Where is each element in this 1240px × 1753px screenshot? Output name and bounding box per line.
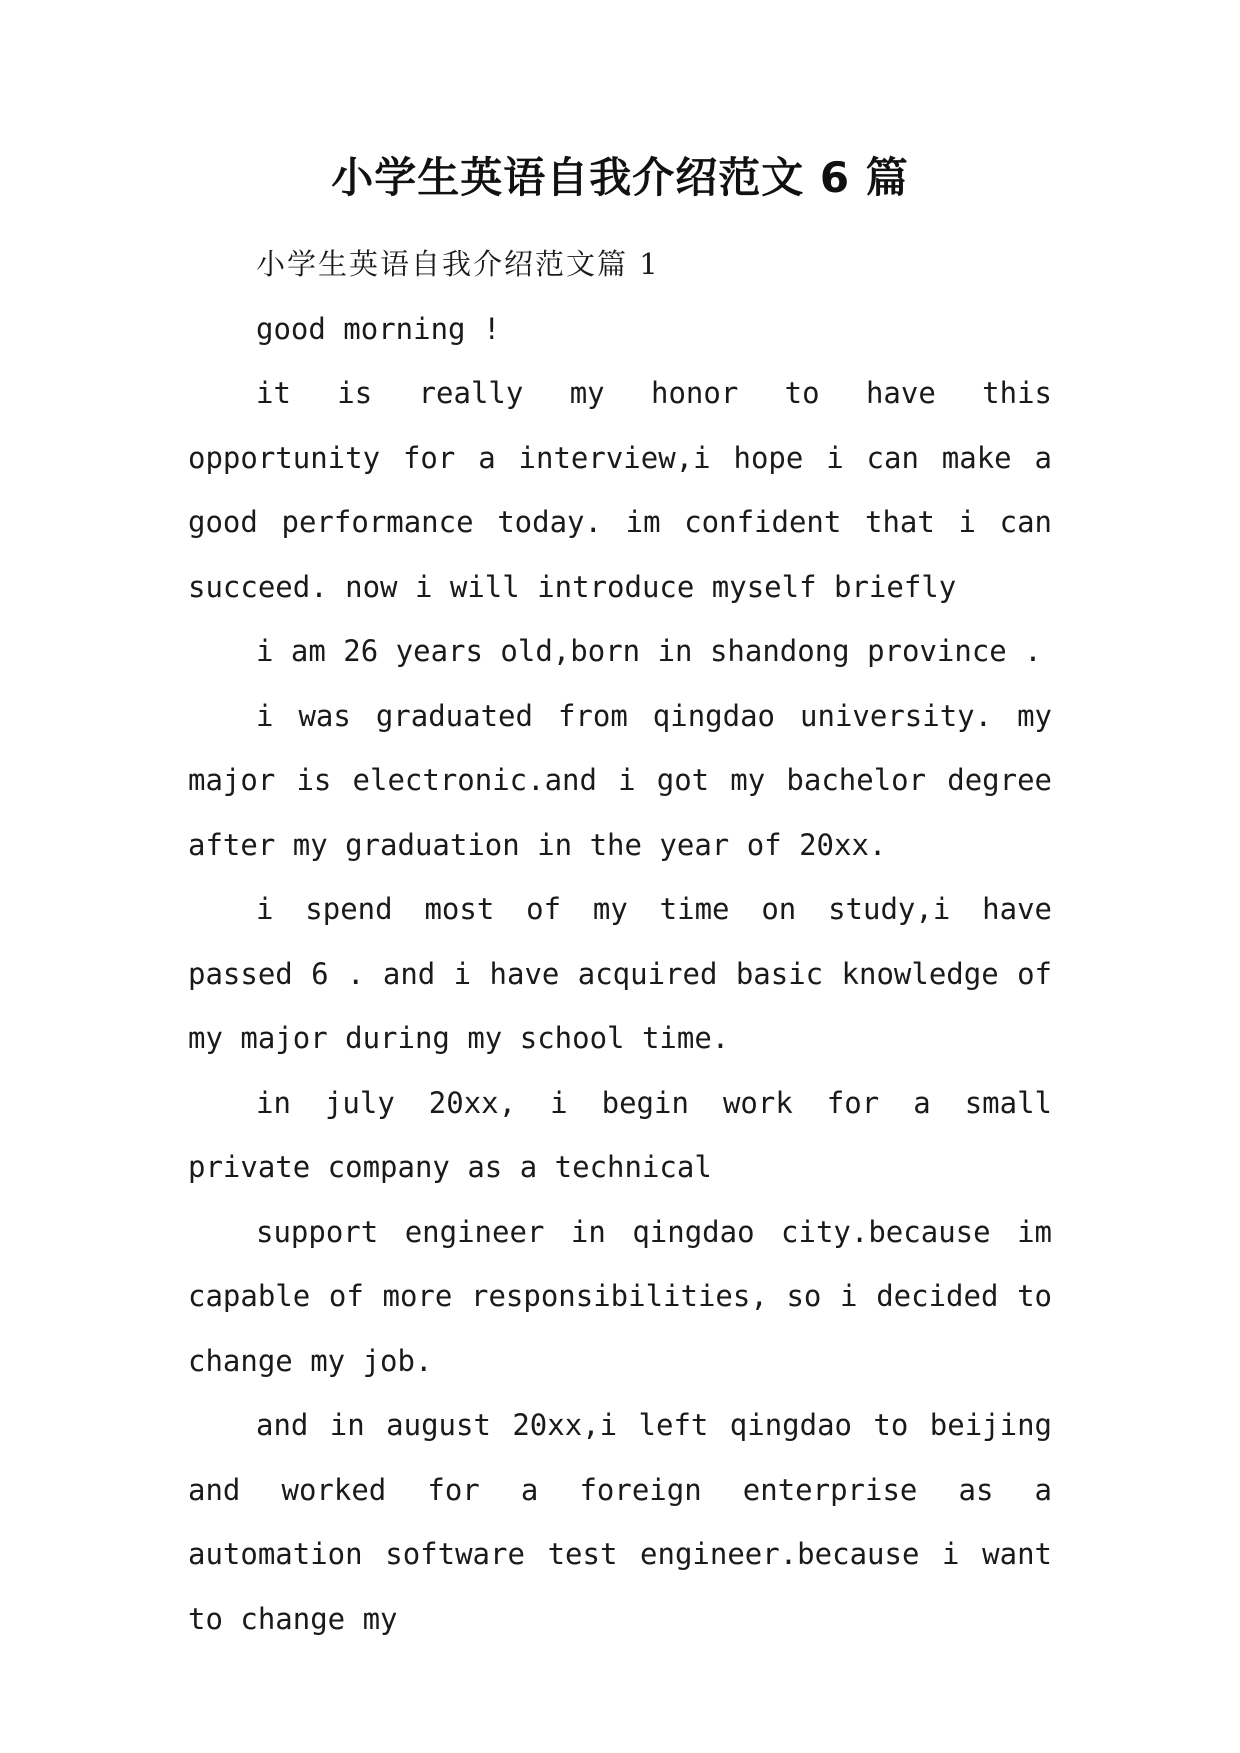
paragraph: in july 20xx, i begin work for a small private company as a technical	[188, 1085, 1052, 1184]
paragraph: i spend most of my time on study,i have passed 6 . and i have acquired basic knowledge of my major during my school time.	[188, 892, 1052, 1055]
paragraph: and in august 20xx,i left qingdao to beijing and worked for a foreign enterprise as a automation software test engineer.because i want to change my	[188, 1408, 1052, 1636]
paragraph: i am 26 years old,born in shandong province .	[256, 634, 1042, 668]
paragraph-greeting: good morning !	[256, 311, 501, 346]
paragraph: i was graduated from qingdao university. my major is electronic.and i got my bachelor degree after my graduation in the year of 20xx.	[188, 698, 1052, 862]
paragraph: it is really my honor to have this opportunity for a interview,i hope i can make a good performance today. im confident that i can succeed. now i will introduce myself briefly	[188, 376, 1052, 604]
paragraph: support engineer in qingdao city.because im capable of more responsibilities, so i decided to change my job.	[188, 1214, 1052, 1378]
section-heading: 小学生英语自我介绍范文篇 1	[256, 247, 660, 281]
document-title: 小学生英语自我介绍范文 6 篇	[331, 153, 909, 202]
document-body	[188, 232, 1052, 1651]
